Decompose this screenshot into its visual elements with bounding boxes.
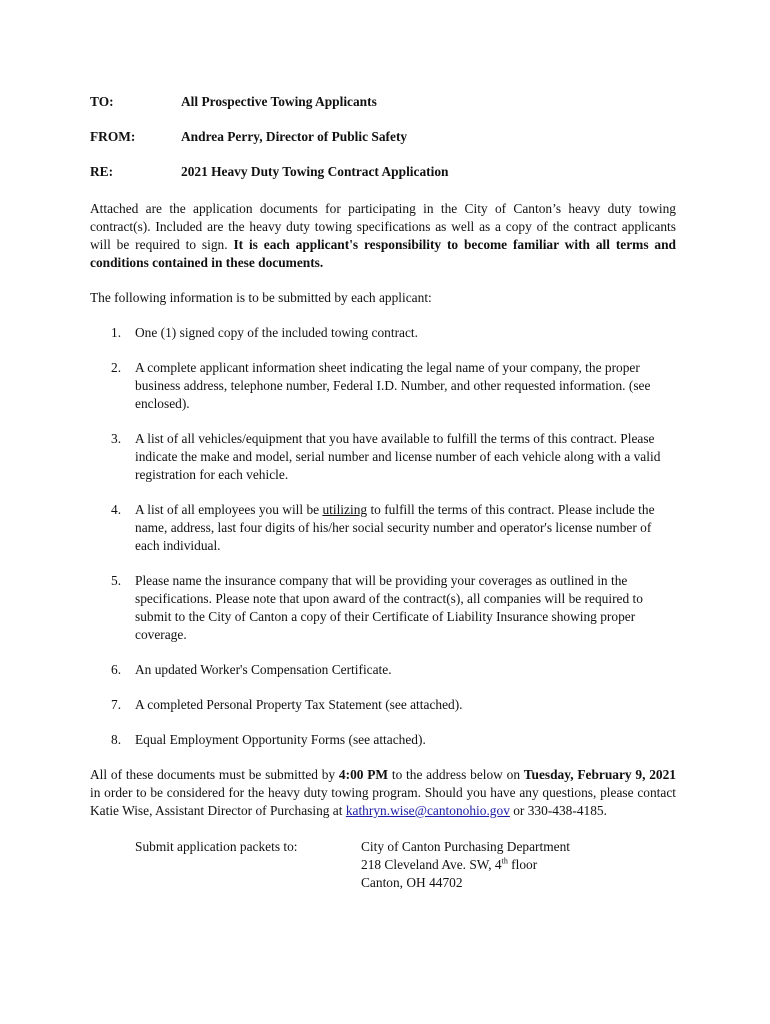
item-number: 5. [111, 573, 122, 588]
intro-text: Attached are the application documents for participating in the City of Canton’s heavy duty towing contract(s). Included are the heavy duty towing specifications as well as a copy of the contract applicants will be required to sign. [90, 201, 676, 252]
item-number: 3. [111, 431, 122, 446]
list-item [90, 324, 676, 342]
from-label: FROM: [90, 129, 136, 144]
intro-paragraph [90, 200, 676, 272]
list-item [90, 661, 676, 679]
address-line-2-end: floor [507, 857, 538, 872]
item-number: 4. [111, 502, 122, 517]
closing-text-4: or 330-438-4185. [509, 803, 607, 818]
closing-text-3: in order to be considered for the heavy duty towing program. Should you have any questions, please contact Katie Wise, Assistant Director of Purchasing at [90, 785, 676, 818]
to-value: All Prospective Towing Applicants [181, 94, 377, 109]
item-number: 2. [111, 360, 122, 375]
item-text: A complete applicant information sheet indicating the legal name of your company, the proper business address, telephone number, Federal I.D. Number, and other requested information. (see enclosed). [135, 360, 651, 411]
list-item [90, 501, 676, 555]
contact-email-link[interactable]: kathryn.wise@cantonohio.gov [345, 803, 510, 818]
item-text-underlined: utilizing [322, 502, 368, 517]
item-number: 8. [111, 732, 122, 747]
item-number: 7. [111, 697, 122, 712]
list-item [90, 572, 676, 644]
intro-bold-text: It is each applicant's responsibility to become familiar with all terms and conditions contained in these documents. [90, 237, 676, 270]
to-label: TO: [90, 94, 114, 109]
requirements-list [90, 324, 676, 749]
address-line-2 [361, 856, 570, 874]
submit-block [90, 838, 676, 892]
address-line-1: City of Canton Purchasing Department [361, 839, 571, 854]
item-text-post: to fulfill the terms of this contract. Please include the name, address, last four digits of his/her social security number and operator's license number of each individual. [135, 502, 655, 553]
list-intro: The following information is to be submitted by each applicant: [90, 290, 432, 305]
submit-label: Submit application packets to: [135, 839, 298, 854]
deadline-time: 4:00 PM [338, 767, 389, 782]
item-text: A list of all vehicles/equipment that you have available to fulfill the terms of this contract. Please indicate the make and model, serial number and license number of each vehicle along with a valid registration for each vehicle. [135, 431, 661, 482]
memo-page [90, 93, 676, 892]
item-text: A completed Personal Property Tax Statement (see attached). [135, 697, 463, 712]
closing-text-2: to the address below on [388, 767, 524, 782]
item-text: Equal Employment Opportunity Forms (see attached). [135, 732, 426, 747]
address-line-2-sup: th [501, 856, 508, 866]
list-item [90, 430, 676, 484]
list-item [90, 359, 676, 413]
list-item [90, 731, 676, 749]
deadline-date: Tuesday, February 9, 2021 [523, 767, 677, 782]
list-item [90, 696, 676, 714]
item-text: An updated Worker's Compensation Certificate. [135, 662, 392, 677]
item-number: 1. [111, 325, 122, 340]
memo-re-row [90, 163, 676, 181]
re-value: 2021 Heavy Duty Towing Contract Application [181, 164, 449, 179]
item-number: 6. [111, 662, 122, 677]
from-value: Andrea Perry, Director of Public Safety [181, 129, 408, 144]
memo-from-row [90, 128, 676, 146]
re-label: RE: [90, 164, 114, 179]
address-line-2-main: 218 Cleveland Ave. SW, 4 [361, 857, 502, 872]
closing-text-1: All of these documents must be submitted by [90, 767, 339, 782]
submit-address [361, 838, 570, 892]
item-text: Please name the insurance company that will be providing your coverages as outlined in the specifications. Please note that upon award of the contract(s), all companies will be required to submit to the City of Canton a copy of their Certificate of Liability Insurance showing proper coverage. [135, 573, 643, 642]
item-text-pre: A list of all employees you will be [135, 502, 323, 517]
address-line-3: Canton, OH 44702 [361, 875, 463, 890]
memo-to-row [90, 93, 676, 111]
item-text: One (1) signed copy of the included towing contract. [135, 325, 418, 340]
closing-paragraph [90, 766, 676, 820]
